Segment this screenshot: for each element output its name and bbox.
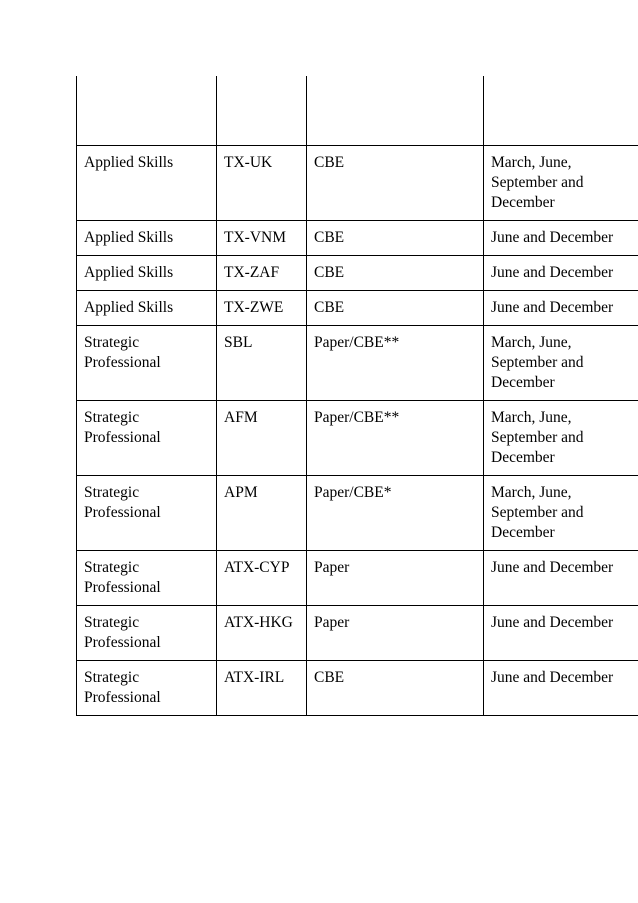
format-cell: Paper [307, 551, 484, 606]
table-row [77, 606, 638, 661]
level-cell: Applied Skills [77, 221, 217, 256]
format-cell: CBE [307, 256, 484, 291]
format-cell: CBE [307, 291, 484, 326]
sittings-cell: March, June, September and December [484, 326, 638, 401]
table-row [77, 146, 638, 221]
code-cell: APM [217, 476, 307, 551]
level-cell: Strategic Professional [77, 401, 217, 476]
level-cell: Strategic Professional [77, 326, 217, 401]
table-cell [217, 76, 307, 146]
format-cell: Paper/CBE** [307, 401, 484, 476]
level-cell: Applied Skills [77, 291, 217, 326]
code-cell: TX-ZWE [217, 291, 307, 326]
sittings-cell: March, June, September and December [484, 476, 638, 551]
code-cell: ATX-HKG [217, 606, 307, 661]
level-cell: Strategic Professional [77, 606, 217, 661]
sittings-cell: June and December [484, 661, 638, 716]
format-cell: CBE [307, 146, 484, 221]
sittings-cell: June and December [484, 291, 638, 326]
table-row [77, 661, 638, 716]
format-cell: Paper [307, 606, 484, 661]
level-cell: Applied Skills [77, 256, 217, 291]
level-cell: Strategic Professional [77, 661, 217, 716]
table-cell [77, 76, 217, 146]
table-cell [307, 76, 484, 146]
table-row [77, 291, 638, 326]
table-row [77, 476, 638, 551]
exam-table-container [76, 76, 638, 716]
code-cell: TX-VNM [217, 221, 307, 256]
table-row [77, 221, 638, 256]
table-row [77, 401, 638, 476]
level-cell: Applied Skills [77, 146, 217, 221]
sittings-cell: June and December [484, 256, 638, 291]
sittings-cell: June and December [484, 221, 638, 256]
format-cell: Paper/CBE* [307, 476, 484, 551]
sittings-cell: June and December [484, 606, 638, 661]
table-row-blank [77, 76, 638, 146]
code-cell: SBL [217, 326, 307, 401]
code-cell: TX-UK [217, 146, 307, 221]
code-cell: TX-ZAF [217, 256, 307, 291]
code-cell: AFM [217, 401, 307, 476]
format-cell: Paper/CBE** [307, 326, 484, 401]
format-cell: CBE [307, 221, 484, 256]
sittings-cell: June and December [484, 551, 638, 606]
level-cell: Strategic Professional [77, 551, 217, 606]
sittings-cell: March, June, September and December [484, 401, 638, 476]
exam-table [76, 76, 638, 716]
code-cell: ATX-CYP [217, 551, 307, 606]
sittings-cell: March, June, September and December [484, 146, 638, 221]
code-cell: ATX-IRL [217, 661, 307, 716]
table-cell [484, 76, 638, 146]
level-cell: Strategic Professional [77, 476, 217, 551]
table-row [77, 256, 638, 291]
format-cell: CBE [307, 661, 484, 716]
table-row [77, 551, 638, 606]
table-row [77, 326, 638, 401]
